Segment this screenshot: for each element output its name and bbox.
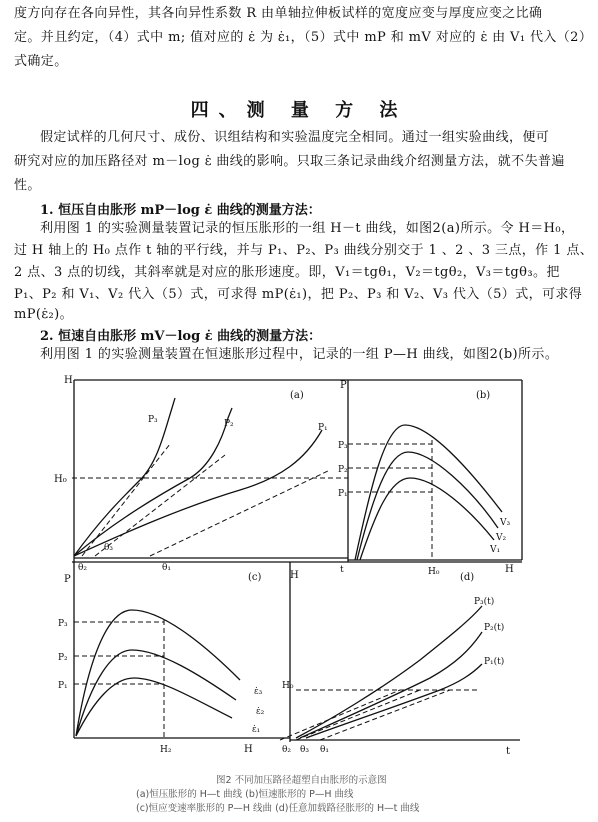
label-a-h0: H₀ bbox=[54, 474, 67, 485]
figure-caption: (c)恒应变速率胀形的 P—H 线曲 (d)任意加载路径胀形的 H—t 曲线 bbox=[136, 803, 420, 814]
label-d-p2: P₂(t) bbox=[484, 623, 505, 633]
label-b-p3: P₃ bbox=[338, 441, 348, 451]
text-line: 定。并且约定，（4）式中 m; 值对应的 ε̇ 为 ε̇₁，（5）式中 mP 和 mV 对应的 ε̇ 由 V₁ 代入（2） bbox=[14, 30, 593, 45]
curve-a-p3 bbox=[74, 398, 175, 556]
label-b-h0: H₀ bbox=[428, 567, 440, 577]
label-c-p3: P₃ bbox=[58, 619, 68, 629]
curve-a-p1 bbox=[74, 430, 322, 556]
text-line: 过 H 轴上的 H₀ 点作 t 轴的平行线，并与 P₁、P₂、P₃ 曲线分别交于 1 、2 、3 三点，作 1 点、 bbox=[14, 243, 594, 258]
label-a-theta2: θ₂ bbox=[78, 563, 88, 573]
curve-c-e2 bbox=[76, 650, 236, 736]
text-line: 式确定。 bbox=[14, 54, 68, 69]
figure-caption: (a)恒压胀形的 H—t 曲线 (b)恒速胀形的 P—H 曲线 bbox=[136, 789, 354, 800]
curve-d-p2 bbox=[300, 632, 482, 738]
label-d-theta3: θ₃ bbox=[300, 745, 310, 755]
label-a-p3: P₃ bbox=[148, 415, 158, 425]
curve-d-p3 bbox=[296, 606, 482, 738]
label-d-y: H bbox=[290, 570, 299, 581]
label-c-e1: ε̇₁ bbox=[252, 725, 261, 735]
label-b-p1: P₁ bbox=[338, 489, 348, 499]
label-d-p1: P₁(t) bbox=[484, 657, 505, 667]
label-c-p1: P₁ bbox=[58, 681, 68, 691]
label-b-p2: P₂ bbox=[338, 465, 348, 475]
label-d-theta2: θ₂ bbox=[282, 745, 292, 755]
label-c-y: P bbox=[64, 574, 71, 585]
label-b-x: H bbox=[505, 564, 514, 575]
label-c-x: H bbox=[244, 744, 253, 755]
tangent-1 bbox=[150, 470, 330, 556]
label-b-v2: V₂ bbox=[496, 533, 507, 543]
text-line: 2 点、3 点的切线，其斜率就是对应的胀形速度。即，V₁＝tgθ₁，V₂＝tgθ₂，V₃＝tgθ₃。把 bbox=[14, 265, 560, 280]
label-b-panel: (b) bbox=[476, 390, 491, 401]
figure-caption: 图2 不同加压路径超塑自由胀形的示意图 bbox=[216, 775, 387, 786]
text-line: 假定试样的几何尺寸、成份、识组结构和实验温度完全相同。通过一组实验曲线，便可 bbox=[40, 130, 550, 145]
text-line: 度方向存在各向异性，其各向异性系数 R 由单轴拉伸板试样的宽度应变与厚度应变之比确 bbox=[14, 6, 543, 21]
label-c-e2: ε̇₂ bbox=[256, 707, 265, 717]
text-line: 利用图 1 的实验测量装置在恒速胀形过程中，记录的一组 P—H 曲线，如图2(b)所示。 bbox=[40, 347, 559, 362]
label-c-panel: (c) bbox=[248, 572, 262, 583]
curve-a-p2 bbox=[74, 408, 232, 556]
label-b-t: t bbox=[340, 565, 344, 575]
text-line: mP(ε̇₂)。 bbox=[14, 307, 73, 322]
label-c-e3: ε̇₃ bbox=[254, 687, 263, 697]
label-b-y: P bbox=[340, 380, 347, 391]
label-a-y: H bbox=[64, 375, 73, 386]
label-d-theta1: θ₁ bbox=[320, 745, 330, 755]
curve-c-e3 bbox=[76, 610, 240, 736]
subsection-title: 2. 恒速自由胀形 mV－log ε̇ 曲线的测量方法： bbox=[40, 329, 322, 344]
label-c-p2: P₂ bbox=[58, 653, 68, 663]
label-a-p2: P₂ bbox=[224, 419, 234, 429]
text-line: P₁、P₂ 和 V₁、V₂ 代入（5）式，可求得 mP(ε̇₁)，把 P₂、P₃ 和 V₂、V₃ 代入（5）式，可求得 bbox=[14, 287, 583, 302]
section-title: 四、测 量 方 法 bbox=[190, 100, 408, 121]
label-d-p3: P₃(t) bbox=[474, 597, 495, 607]
label-b-v3: V₃ bbox=[500, 518, 511, 528]
label-c-h2: H₂ bbox=[160, 745, 172, 755]
label-d-panel: (d) bbox=[460, 572, 475, 583]
text-line: 研究对应的加压路径对 m－log ε̇ 曲线的影响。只取三条记录曲线介绍测量方法，就不失普遍 bbox=[14, 154, 565, 169]
label-a-panel: (a) bbox=[290, 390, 304, 401]
curve-c-e1 bbox=[76, 678, 232, 736]
subsection-title: 1. 恒压自由胀形 mP－log ε̇ 曲线的测量方法： bbox=[40, 203, 321, 218]
text-line: 利用图 1 的实验测量装置记录的恒压胀形的一组 H－t 曲线，如图2(a)所示。令 H＝H₀， bbox=[40, 221, 575, 236]
label-a-theta3: θ₃ bbox=[104, 543, 114, 553]
label-d-x: t bbox=[506, 746, 511, 757]
text-line: 性。 bbox=[14, 178, 41, 193]
curve-b-v1 bbox=[360, 478, 494, 560]
label-b-v1: V₁ bbox=[490, 545, 501, 555]
label-a-p1: P₁ bbox=[318, 423, 328, 433]
label-a-theta1: θ₁ bbox=[162, 563, 172, 573]
label-d-h0: H₀ bbox=[282, 681, 294, 691]
